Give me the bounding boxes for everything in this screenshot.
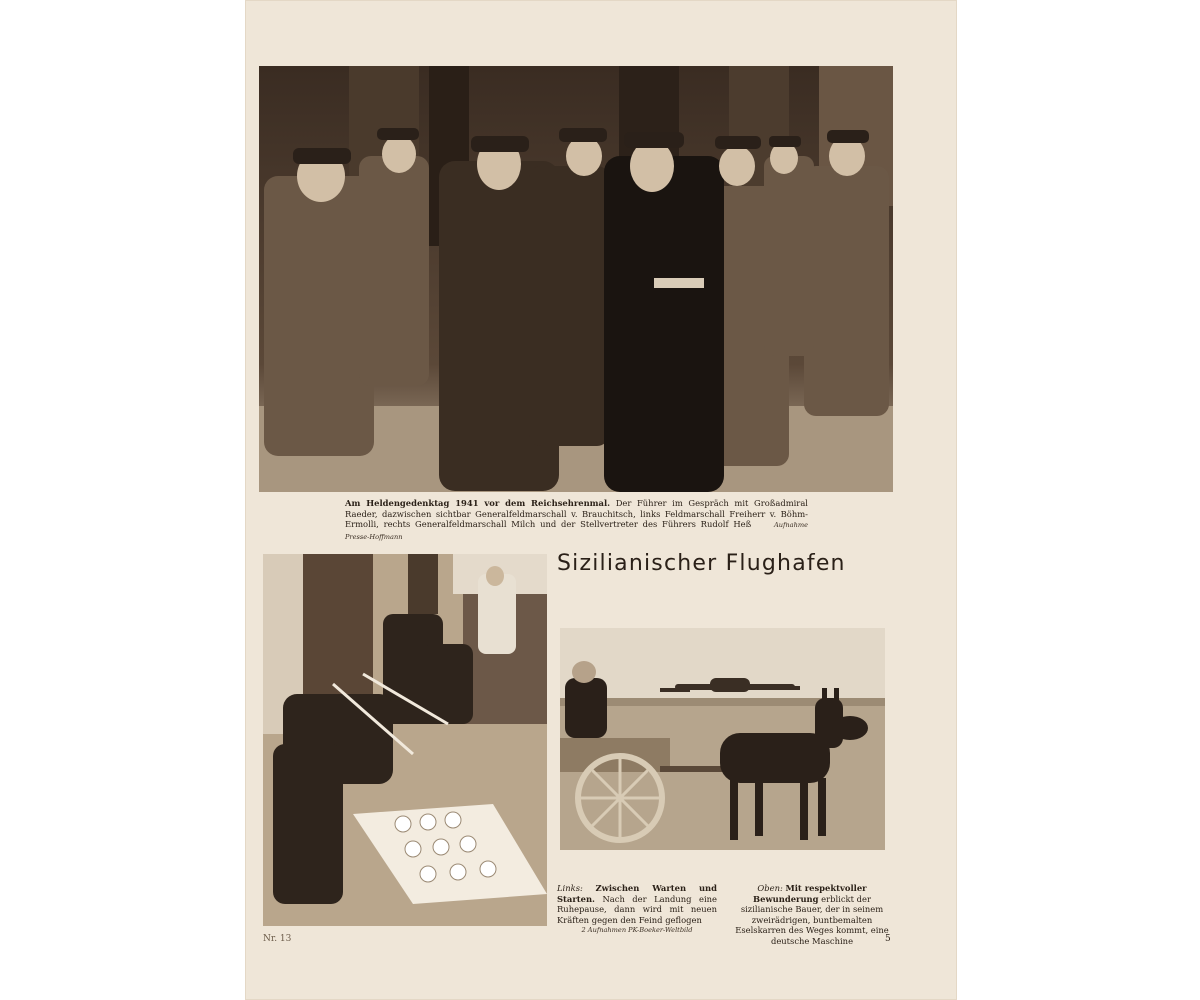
caption-left xyxy=(557,883,717,936)
page-headline: Sizilianischer Flughafen xyxy=(557,551,846,576)
caption-top-credit: Aufnahme Presse-Hoffmann xyxy=(345,521,808,541)
page-number: 5 xyxy=(885,934,891,944)
caption-right-title: Mit respektvoller Bewunderung xyxy=(753,883,867,904)
caption-left-credit: 2 Aufnahmen PK-Boeker-Weltbild xyxy=(581,926,693,935)
caption-left-prefix: Links: xyxy=(557,883,583,893)
issue-number: Nr. 13 xyxy=(263,934,292,944)
caption-top-text: Der Führer im Gespräch mit Großadmiral Raeder, dazwischen sichtbar Generalfeldmarschall v. Brauchitsch, links Feldmarschall Freiherr v. Böhm-Ermolli, rechts Generalfeldmarschall Milch und der Stellvertreter des Führers Rudolf Heß xyxy=(345,498,808,530)
photo-donkey-cart xyxy=(560,628,885,850)
caption-top-title: Am Heldengedenktag 1941 vor dem Reichsehrenmal. xyxy=(345,498,611,508)
photo-airfield-rest xyxy=(263,554,547,926)
magazine-page xyxy=(245,0,957,1000)
caption-right xyxy=(732,883,892,947)
caption-right-prefix: Oben: xyxy=(757,883,783,893)
caption-right-text: erblickt der sizilianische Bauer, der in seinem zweirädrigen, buntbemalten Eselskarren des Weges kommt, eine deutsche Maschine xyxy=(735,893,889,946)
photo-ceremony xyxy=(259,66,893,492)
caption-left-title: Zwischen Warten und Starten. xyxy=(557,883,717,904)
caption-top xyxy=(345,498,808,542)
caption-left-text: Nach der Landung eine Ruhepause, dann wird mit neuen Kräften gegen den Feind geflogen xyxy=(557,893,717,925)
